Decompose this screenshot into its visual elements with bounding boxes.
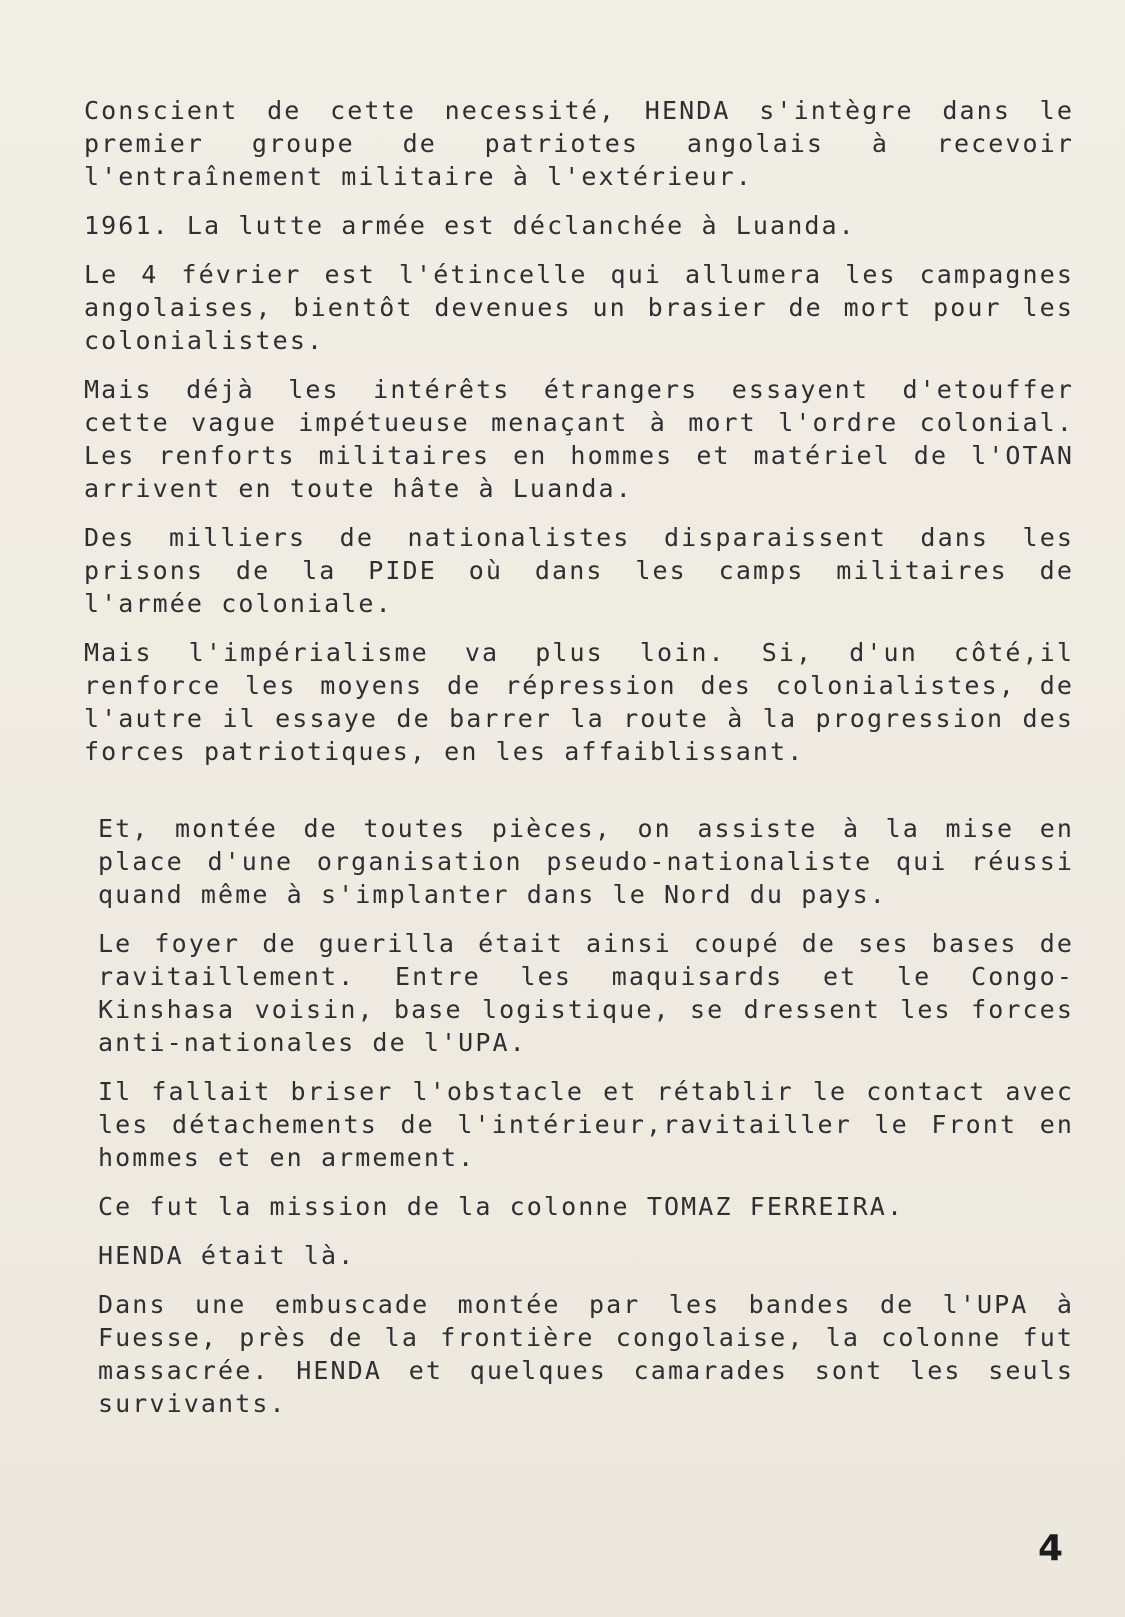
paragraph-1: Conscient de cette necessité, HENDA s'intègre dans le premier groupe de patriotes angolais à recevoir l'entraînement militaire à l'extérieur. <box>84 96 1074 191</box>
paragraph-11: HENDA était là. <box>98 1241 356 1270</box>
paragraph-9: Il fallait briser l'obstacle et rétablir le contact avec les détachements de l'intérieur,ravitailler le Front en hommes et en armement. <box>98 1077 1074 1172</box>
paragraph-2: 1961. La lutte armée est déclanchée à Luanda. <box>84 211 856 240</box>
paragraph-8: Le foyer de guerilla était ainsi coupé de ses bases de ravitaillement. Entre les maquisards et le Congo-Kinshasa voisin, base logistique, se dressent les forces anti-nationales de l'UPA. <box>98 929 1074 1057</box>
body-text <box>84 94 1074 1436</box>
paragraph-7: Et, montée de toutes pièces, on assiste à la mise en place d'une organisation pseudo-nationaliste qui réussi quand même à s'implanter dans le Nord du pays. <box>98 814 1074 909</box>
paragraph-5: Des milliers de nationalistes disparaissent dans les prisons de la PIDE où dans les camps militaires de l'armée coloniale. <box>84 523 1074 618</box>
paragraph-10: Ce fut la mission de la colonne TOMAZ FERREIRA. <box>98 1192 905 1221</box>
paragraph-12: Dans une embuscade montée par les bandes de l'UPA à Fuesse, près de la frontière congolaise, la colonne fut massacrée. HENDA et quelques camarades sont les seuls survivants. <box>98 1290 1074 1418</box>
page-number: 4 <box>1037 1528 1063 1569</box>
paragraph-4: Mais déjà les intérêts étrangers essayent d'etouffer cette vague impétueuse menaçant à mort l'ordre colonial. Les renforts militaires en hommes et matériel de l'OTAN arrivent en toute hâte à Luanda. <box>84 375 1074 503</box>
paragraph-3: Le 4 février est l'étincelle qui allumera les campagnes angolaises, bientôt devenues un brasier de mort pour les colonialistes. <box>84 260 1074 355</box>
paragraph-6: Mais l'impérialisme va plus loin. Si, d'un côté,il renforce les moyens de répression des colonialistes, de l'autre il essaye de barrer la route à la progression des forces patriotiques, en les affaiblissant. <box>84 638 1074 766</box>
